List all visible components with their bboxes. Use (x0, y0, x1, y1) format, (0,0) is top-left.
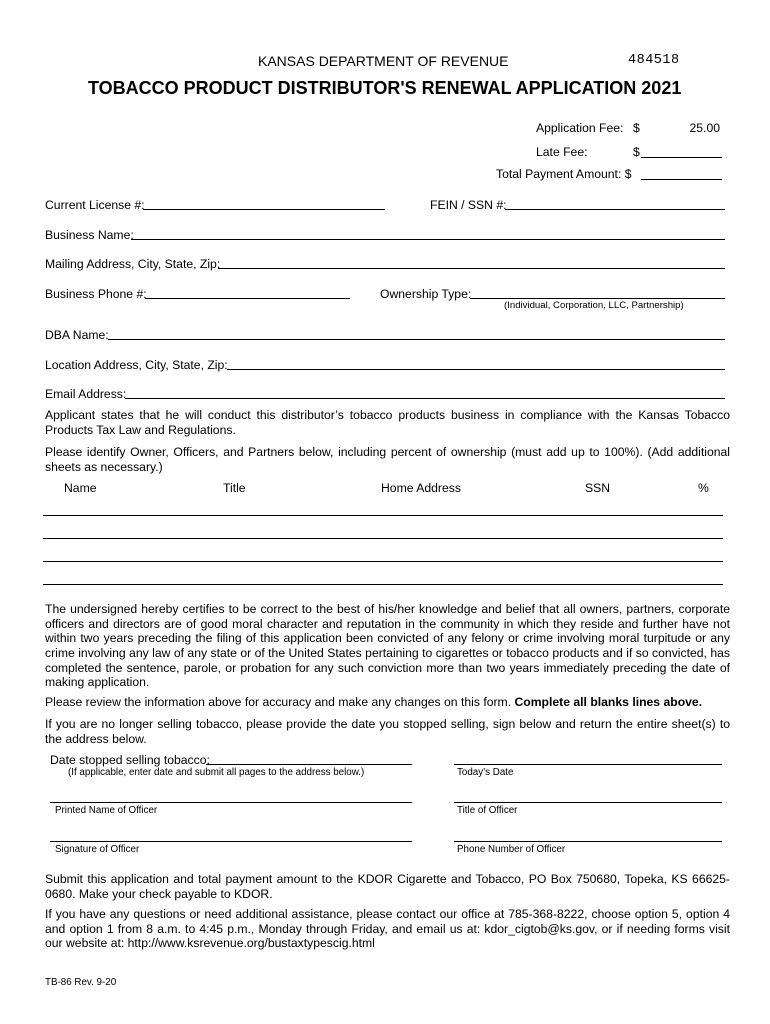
late-fee-label: Late Fee: (536, 145, 588, 159)
column-header-ssn: SSN (585, 481, 611, 495)
stopped-selling-instruction: If you are no longer selling tobacco, please provide the date you stopped selling, sign below and return the entire sheet(s) to the address below. (45, 717, 730, 746)
business-name-input[interactable] (131, 239, 725, 240)
ownership-type-hint: (Individual, Corporation, LLC, Partnership) (504, 300, 684, 311)
late-fee-input[interactable] (641, 157, 722, 158)
column-header-name: Name (64, 481, 97, 495)
form-number: 484518 (628, 53, 680, 68)
ownership-type-input[interactable] (470, 298, 725, 299)
review-instruction (45, 695, 730, 710)
printed-name-input[interactable] (50, 802, 412, 803)
business-name-label: Business Name: (45, 228, 134, 242)
officer-phone-input[interactable] (454, 841, 722, 842)
location-address-input[interactable] (227, 369, 725, 370)
column-header-title: Title (223, 481, 246, 495)
signature-input[interactable] (50, 841, 412, 842)
officer-phone-label: Phone Number of Officer (457, 844, 566, 855)
business-phone-input[interactable] (145, 298, 350, 299)
form-revision: TB-86 Rev. 9-20 (45, 977, 117, 988)
dba-name-label: DBA Name: (45, 328, 109, 342)
fein-ssn-label: FEIN / SSN #: (430, 198, 507, 212)
column-header-percent: % (698, 481, 709, 495)
email-address-label: Email Address: (45, 387, 127, 401)
review-bold-text: Complete all blanks lines above. (514, 695, 703, 709)
business-phone-label: Business Phone #: (45, 287, 147, 301)
page-title: TOBACCO PRODUCT DISTRIBUTOR'S RENEWAL APPLICATION 2021 (88, 78, 682, 98)
total-payment-input[interactable] (641, 179, 722, 180)
application-fee-value: 25.00 (689, 121, 720, 135)
mailing-address-input[interactable] (218, 268, 725, 269)
mailing-address-label: Mailing Address, City, State, Zip: (45, 257, 221, 271)
printed-name-label: Printed Name of Officer (55, 805, 158, 816)
contact-instruction: If you have any questions or need additional assistance, please contact our office at 785-368-8222, choose option 5, option 4 and option 1 from 8 a.m. to 4:45 p.m., Monday through Friday, and email us at: kdor_cigtob@ks.gov, or if needing forms visit our website at: http://www.ksrevenue.org/bustaxtypescig.html (45, 907, 730, 951)
current-license-label: Current License #: (45, 198, 145, 212)
signature-label: Signature of Officer (55, 844, 140, 855)
total-payment-label: Total Payment Amount: $ (496, 167, 632, 181)
table-row[interactable] (43, 538, 723, 539)
certification-text: The undersigned hereby certifies to be correct to the best of his/her knowledge and belief that all owners, partners, corporate officers and directors are of good moral character and reputation in the community in which they reside and further have not within two years preceding the filing of this application been convicted of any felony or crime involving moral turpitude or any crime involving any law of any state or of the United States pertaining to cigarettes or tobacco products and if so convicted, has completed the sentence, parole, or probation for any such conviction more than two years immediately preceding the date of making application. (45, 602, 730, 690)
review-text: Please review the information above for accuracy and make any changes on this form. (45, 695, 512, 709)
current-license-input[interactable] (143, 209, 385, 210)
fein-ssn-input[interactable] (505, 209, 725, 210)
submit-instruction: Submit this application and total payment amount to the KDOR Cigarette and Tobacco, PO Box 750680, Topeka, KS 66625-0680. Make your check payable to KDOR. (45, 872, 730, 901)
date-stopped-hint: (If applicable, enter date and submit all pages to the address below.) (68, 767, 365, 778)
title-of-officer-label: Title of Officer (457, 805, 518, 816)
location-address-label: Location Address, City, State, Zip: (45, 358, 228, 372)
table-row[interactable] (43, 561, 723, 562)
department-name: KANSAS DEPARTMENT OF REVENUE (258, 53, 509, 69)
title-of-officer-input[interactable] (454, 802, 722, 803)
dba-name-input[interactable] (108, 339, 725, 340)
ownership-type-label: Ownership Type: (380, 287, 472, 301)
date-stopped-label: Date stopped selling tobacco: (50, 753, 210, 767)
email-address-input[interactable] (125, 398, 725, 399)
todays-date-label: Today’s Date (457, 767, 514, 778)
compliance-statement: Applicant states that he will conduct this distributor’s tobacco products business in compliance with the Kansas Tobacco Products Tax Law and Regulations. (45, 408, 730, 437)
application-fee-currency: $ (633, 121, 640, 135)
table-row[interactable] (43, 584, 723, 585)
column-header-home-address: Home Address (381, 481, 461, 495)
application-fee-label: Application Fee: (536, 121, 624, 135)
todays-date-input[interactable] (454, 764, 722, 765)
owners-instruction: Please identify Owner, Officers, and Partners below, including percent of ownership (must add up to 100%). (Add additional sheets as necessary.) (45, 445, 730, 474)
late-fee-currency: $ (633, 145, 640, 159)
date-stopped-input[interactable] (206, 764, 412, 765)
table-row[interactable] (43, 515, 723, 516)
